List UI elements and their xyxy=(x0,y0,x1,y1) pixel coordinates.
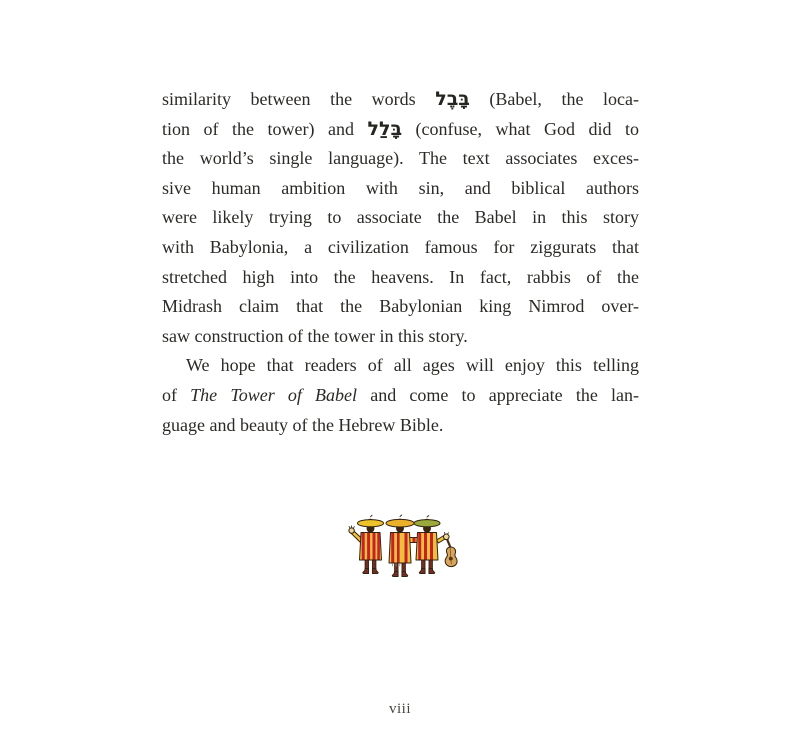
text-line-9: saw construction of the tower in this story. xyxy=(162,325,468,346)
text-line-3: the world’s single language). The text associates exces- xyxy=(162,148,639,169)
text-line-8: Midrash claim that the Babylonian king Nimrod over- xyxy=(162,296,639,317)
text-line-6: with Babylonia, a civilization famous for ziggurats that xyxy=(162,236,639,257)
text-line-5: were likely trying to associate the Babel in this story xyxy=(162,207,639,228)
text-line-1 xyxy=(162,85,639,115)
musician-right xyxy=(414,516,440,574)
mariachi-trio-illustration xyxy=(346,513,464,579)
body-text xyxy=(162,85,639,440)
guitar xyxy=(444,532,458,566)
musician-left xyxy=(358,515,384,573)
book-title-italic: The Tower of Babel xyxy=(190,384,358,405)
text-segment: (Babel, the loca- xyxy=(469,89,639,109)
musician-middle xyxy=(386,515,414,577)
page-number: viii xyxy=(388,701,411,717)
text-segment: tion of the tower) and xyxy=(162,118,368,139)
text-line-4: sive human ambition with sin, and biblical authors xyxy=(162,177,639,198)
text-segment: and come to appreciate the lan- xyxy=(357,384,639,405)
text-line-10: We hope that readers of all ages will enjoy this telling xyxy=(186,355,639,376)
text-segment: (confuse, what God did to xyxy=(402,118,639,139)
text-line-7: stretched high into the heavens. In fact, rabbis of the xyxy=(162,266,639,287)
text-segment: of xyxy=(162,384,191,405)
text-line-12: guage and beauty of the Hebrew Bible. xyxy=(162,414,444,435)
text-line-11 xyxy=(162,381,639,411)
hebrew-word-babel: בָּבֶל xyxy=(435,88,470,110)
hebrew-word-balal: בָּלַל xyxy=(367,117,403,140)
text-segment: similarity between the words xyxy=(162,89,436,109)
text-line-2 xyxy=(162,115,639,145)
